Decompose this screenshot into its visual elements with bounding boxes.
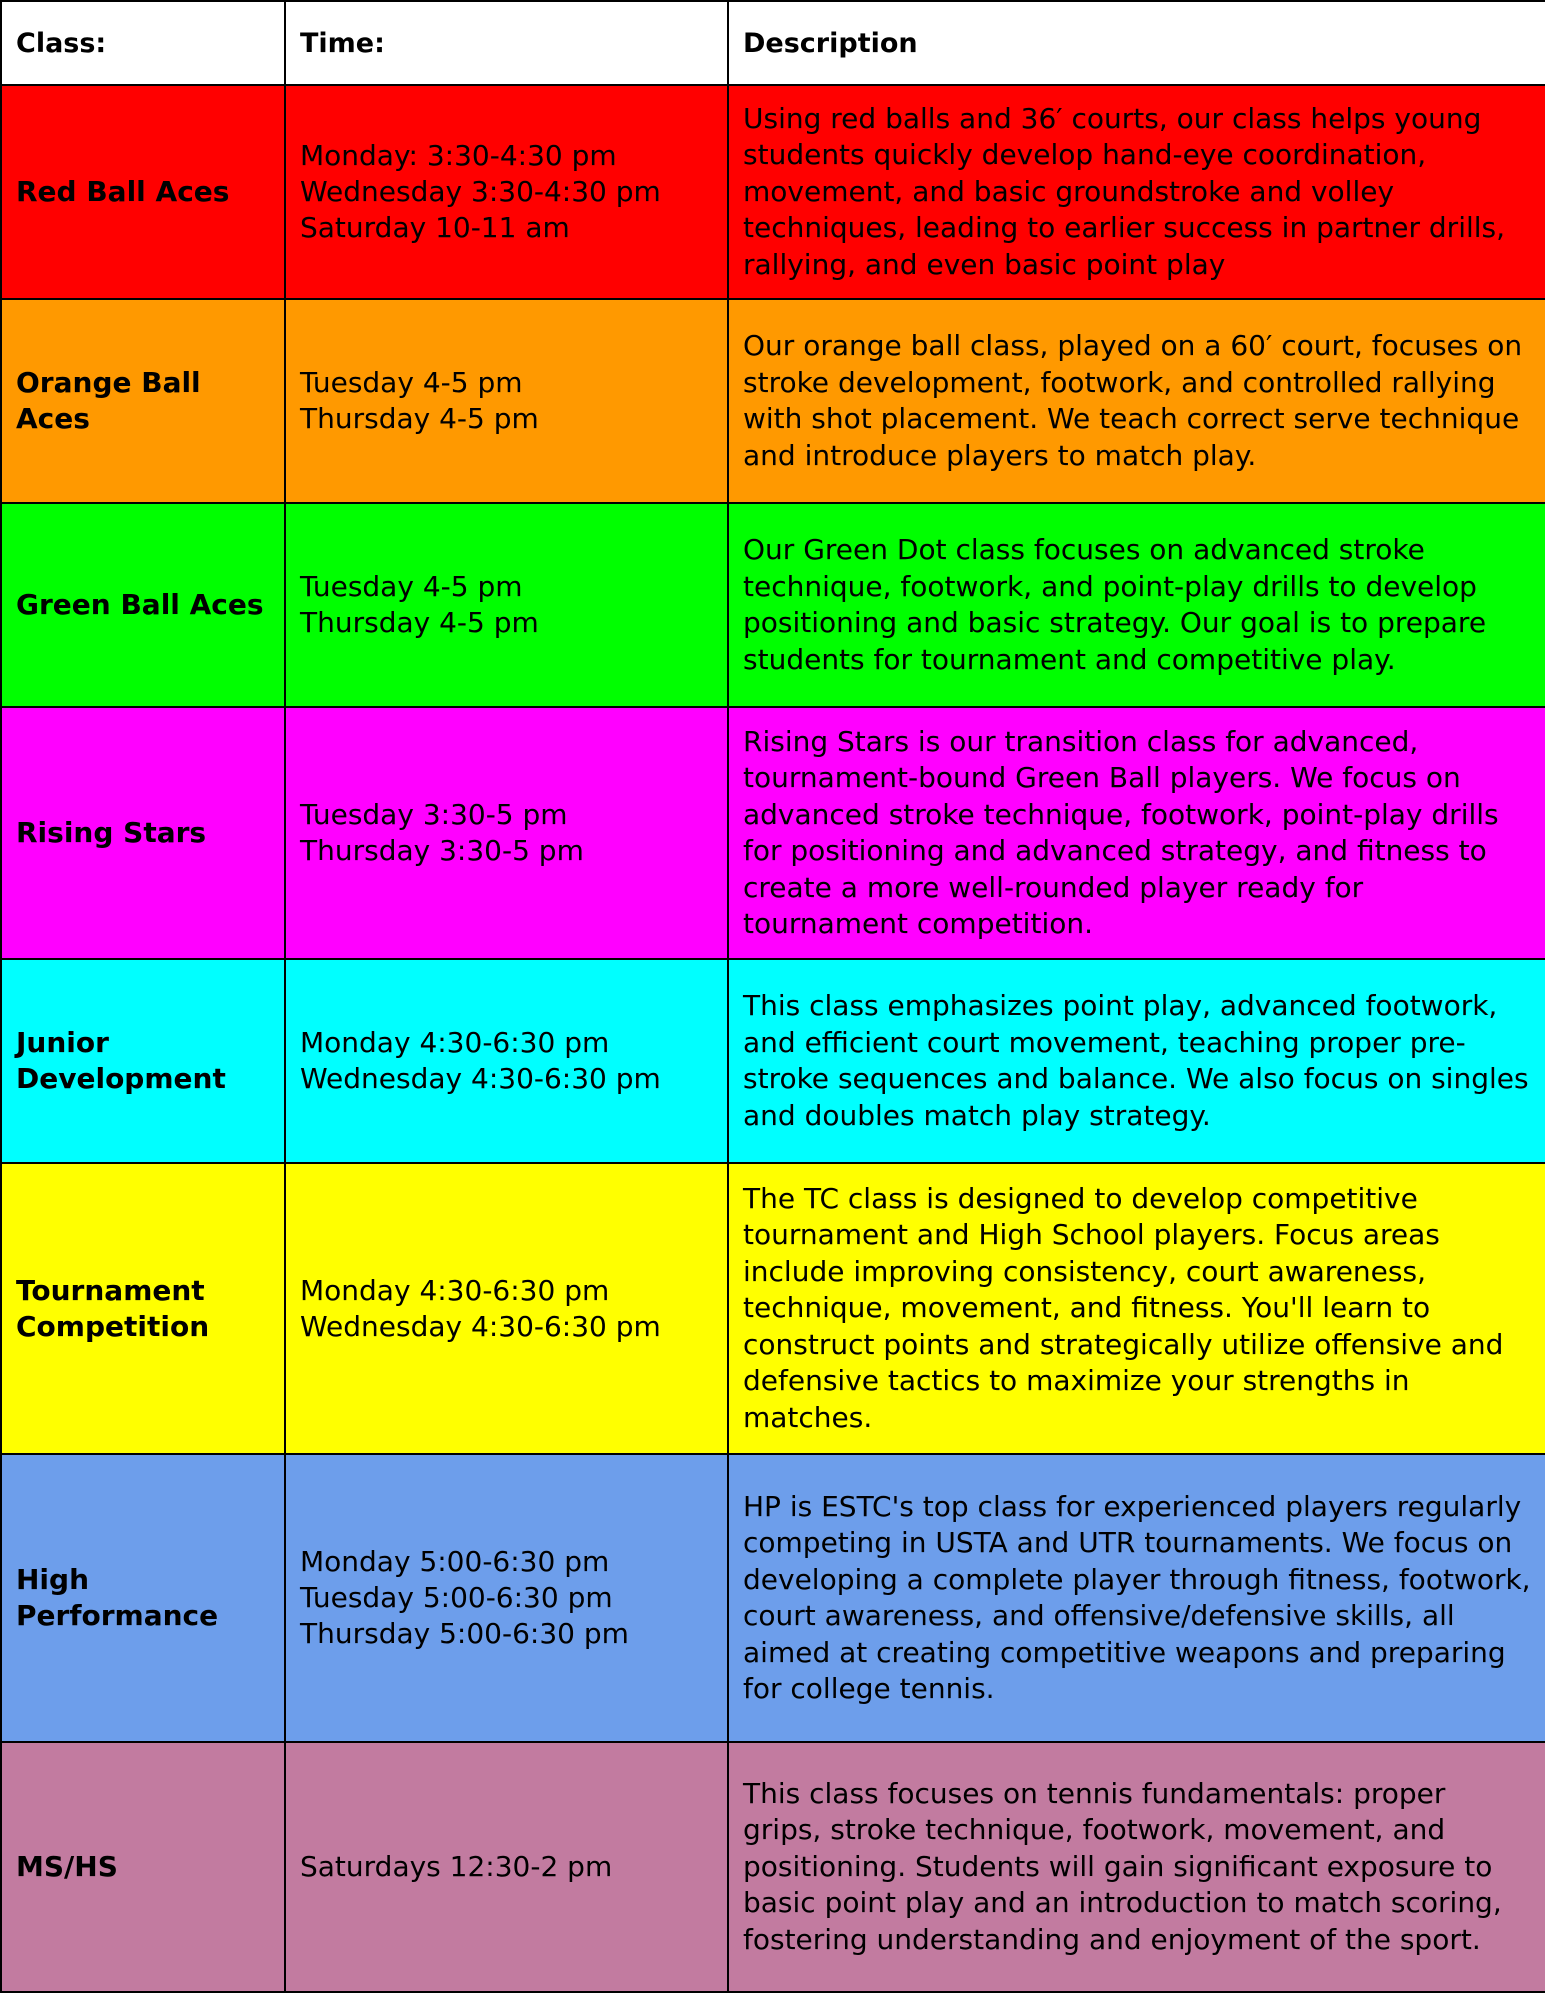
class-description: Using red balls and 36′ courts, our class helps young students quickly develop hand-eye coordination, movement, and basic groundstroke and volley techniques, leading to earlier success in partner drills, rallying, and even basic point play — [728, 85, 1545, 299]
schedule-body — [1, 85, 1545, 1992]
time-slot: Thursday 5:00-6:30 pm — [300, 1617, 629, 1650]
class-times — [285, 959, 728, 1163]
class-name: Green Ball Aces — [1, 503, 285, 707]
header-time: Time: — [285, 1, 728, 85]
time-slot: Thursday 4-5 pm — [300, 606, 539, 639]
class-times — [285, 1454, 728, 1742]
class-row — [1, 503, 1545, 707]
class-description: HP is ESTC's top class for experienced players regularly competing in USTA and UTR tournaments. We focus on developing a complete player through fitness, footwork, court awareness, and offensive/defensive skills, all aimed at creating competitive weapons and preparing for college tennis. — [728, 1454, 1545, 1742]
class-description: This class focuses on tennis fundamentals: proper grips, stroke technique, footwork, movement, and positioning. Students will gain significant exposure to basic point play and an introduction to match scoring, fostering understanding and enjoyment of the sport. — [728, 1742, 1545, 1992]
class-name: Orange Ball Aces — [1, 299, 285, 503]
class-row — [1, 959, 1545, 1163]
time-slot: Tuesday 5:00-6:30 pm — [300, 1581, 613, 1614]
time-slot: Saturday 10-11 am — [300, 211, 570, 244]
class-row — [1, 707, 1545, 959]
class-name: MS/HS — [1, 1742, 285, 1992]
class-description: Our Green Dot class focuses on advanced stroke technique, footwork, and point-play drills to develop positioning and basic strategy. Our goal is to prepare students for tournament and competitive play. — [728, 503, 1545, 707]
class-times — [285, 85, 728, 299]
time-slot: Thursday 3:30-5 pm — [300, 834, 584, 867]
class-times — [285, 503, 728, 707]
time-slot: Monday 4:30-6:30 pm — [300, 1026, 610, 1059]
class-description: The TC class is designed to develop competitive tournament and High School players. Focus areas include improving consistency, court awareness, technique, movement, and fitness. You'll learn to construct points and strategically utilize offensive and defensive tactics to maximize your strengths in matches. — [728, 1163, 1545, 1454]
class-row — [1, 85, 1545, 299]
time-slot: Tuesday 4-5 pm — [300, 366, 523, 399]
time-slot: Wednesday 4:30-6:30 pm — [300, 1062, 661, 1095]
class-row — [1, 1163, 1545, 1454]
class-name: Rising Stars — [1, 707, 285, 959]
time-slot: Monday 4:30-6:30 pm — [300, 1273, 610, 1307]
class-name: Junior Development — [1, 959, 285, 1163]
class-name: High Performance — [1, 1454, 285, 1742]
time-slot: Tuesday 3:30-5 pm — [300, 798, 568, 831]
class-times — [285, 1742, 728, 1992]
class-times — [285, 707, 728, 959]
time-slot: Monday: 3:30-4:30 pm — [300, 139, 617, 172]
class-description: Rising Stars is our transition class for advanced, tournament-bound Green Ball players. We focus on advanced stroke technique, footwork, point-play drills for positioning and advanced strategy, and fitness to create a more well-rounded player ready for tournament competition. — [728, 707, 1545, 959]
time-slot: Saturdays 12:30-2 pm — [300, 1850, 613, 1883]
class-name: Tournament Competition — [1, 1163, 285, 1454]
time-slot: Wednesday 4:30-6:30 pm — [300, 1309, 661, 1343]
class-row — [1, 299, 1545, 503]
header-description: Description — [728, 1, 1545, 85]
time-slot: Tuesday 4-5 pm — [300, 570, 523, 603]
class-row — [1, 1742, 1545, 1992]
class-description: This class emphasizes point play, advanced footwork, and efficient court movement, teaching proper pre-stroke sequences and balance. We also focus on singles and doubles match play strategy. — [728, 959, 1545, 1163]
class-description: Our orange ball class, played on a 60′ court, focuses on stroke development, footwork, and controlled rallying with shot placement. We teach correct serve technique and introduce players to match play. — [728, 299, 1545, 503]
class-name: Red Ball Aces — [1, 85, 285, 299]
header-row — [1, 1, 1545, 85]
class-row — [1, 1454, 1545, 1742]
class-times — [285, 299, 728, 503]
time-slot: Thursday 4-5 pm — [300, 402, 539, 435]
time-slot: Wednesday 3:30-4:30 pm — [300, 175, 661, 208]
class-times — [285, 1163, 728, 1454]
header-class: Class: — [1, 1, 285, 85]
time-slot: Monday 5:00-6:30 pm — [300, 1545, 610, 1578]
